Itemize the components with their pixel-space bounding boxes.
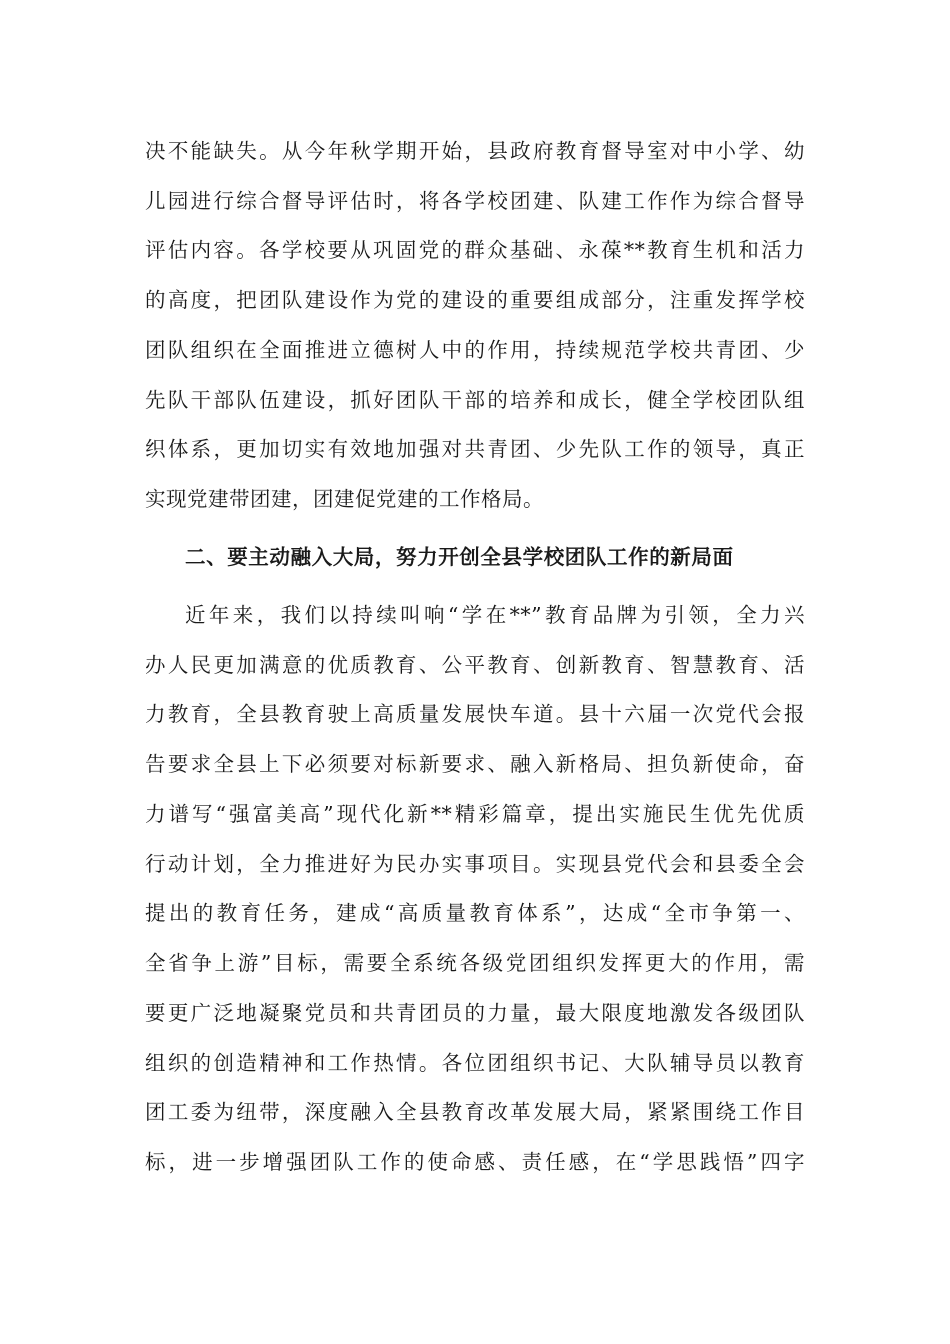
paragraph2-line-5: 力谱写“强富美高”现代化新**精彩篇章，提出实施民生优先优质 [145,802,805,826]
paragraph2-line-2: 办人民更加满意的优质教育、公平教育、创新教育、智慧教育、活 [145,653,805,677]
paragraph2-line-7: 提出的教育任务，建成“高质量教育体系”，达成“全市争第一、 [145,901,805,925]
section-heading: 二、要主动融入大局，努力开创全县学校团队工作的新局面 [185,545,734,569]
paragraph2-line-9: 要更广泛地凝聚党员和共青团员的力量，最大限度地激发各级团队 [145,1001,805,1025]
paragraph2-line-1: 近年来，我们以持续叫响“学在**”教育品牌为引领，全力兴 [185,603,805,627]
paragraph1-line-8: 实现党建带团建，团建促党建的工作格局。 [145,487,544,511]
paragraph1-line-5: 团队组织在全面推进立德树人中的作用，持续规范学校共青团、少 [145,338,805,362]
paragraph2-line-6: 行动计划，全力推进好为民办实事项目。实现县党代会和县委全会 [145,852,805,876]
paragraph2-line-8: 全省争上游”目标，需要全系统各级党团组织发挥更大的作用，需 [145,951,805,975]
paragraph1-line-7: 织体系，更加切实有效地加强对共青团、少先队工作的领导，真正 [145,437,805,461]
paragraph2-line-4: 告要求全县上下必须要对标新要求、融入新格局、担负新使命，奋 [145,752,805,776]
paragraph2-line-10: 组织的创造精神和工作热情。各位团组织书记、大队辅导员以教育 [145,1051,805,1075]
paragraph2-line-11: 团工委为纽带，深度融入全县教育改革发展大局，紧紧围绕工作目 [145,1100,805,1124]
paragraph1-line-1: 决不能缺失。从今年秋学期开始，县政府教育督导室对中小学、幼 [145,139,805,163]
paragraph1-line-4: 的高度，把团队建设作为党的建设的重要组成部分，注重发挥学校 [145,288,805,312]
paragraph1-line-2: 儿园进行综合督导评估时，将各学校团建、队建工作作为综合督导 [145,189,805,213]
paragraph2-line-12: 标，进一步增强团队工作的使命感、责任感，在“学思践悟”四字 [145,1150,805,1174]
paragraph2-line-3: 力教育，全县教育驶上高质量发展快车道。县十六届一次党代会报 [145,702,805,726]
paragraph1-line-6: 先队干部队伍建设，抓好团队干部的培养和成长，健全学校团队组 [145,388,805,412]
paragraph1-line-3: 评估内容。各学校要从巩固党的群众基础、永葆**教育生机和活力 [145,238,805,262]
